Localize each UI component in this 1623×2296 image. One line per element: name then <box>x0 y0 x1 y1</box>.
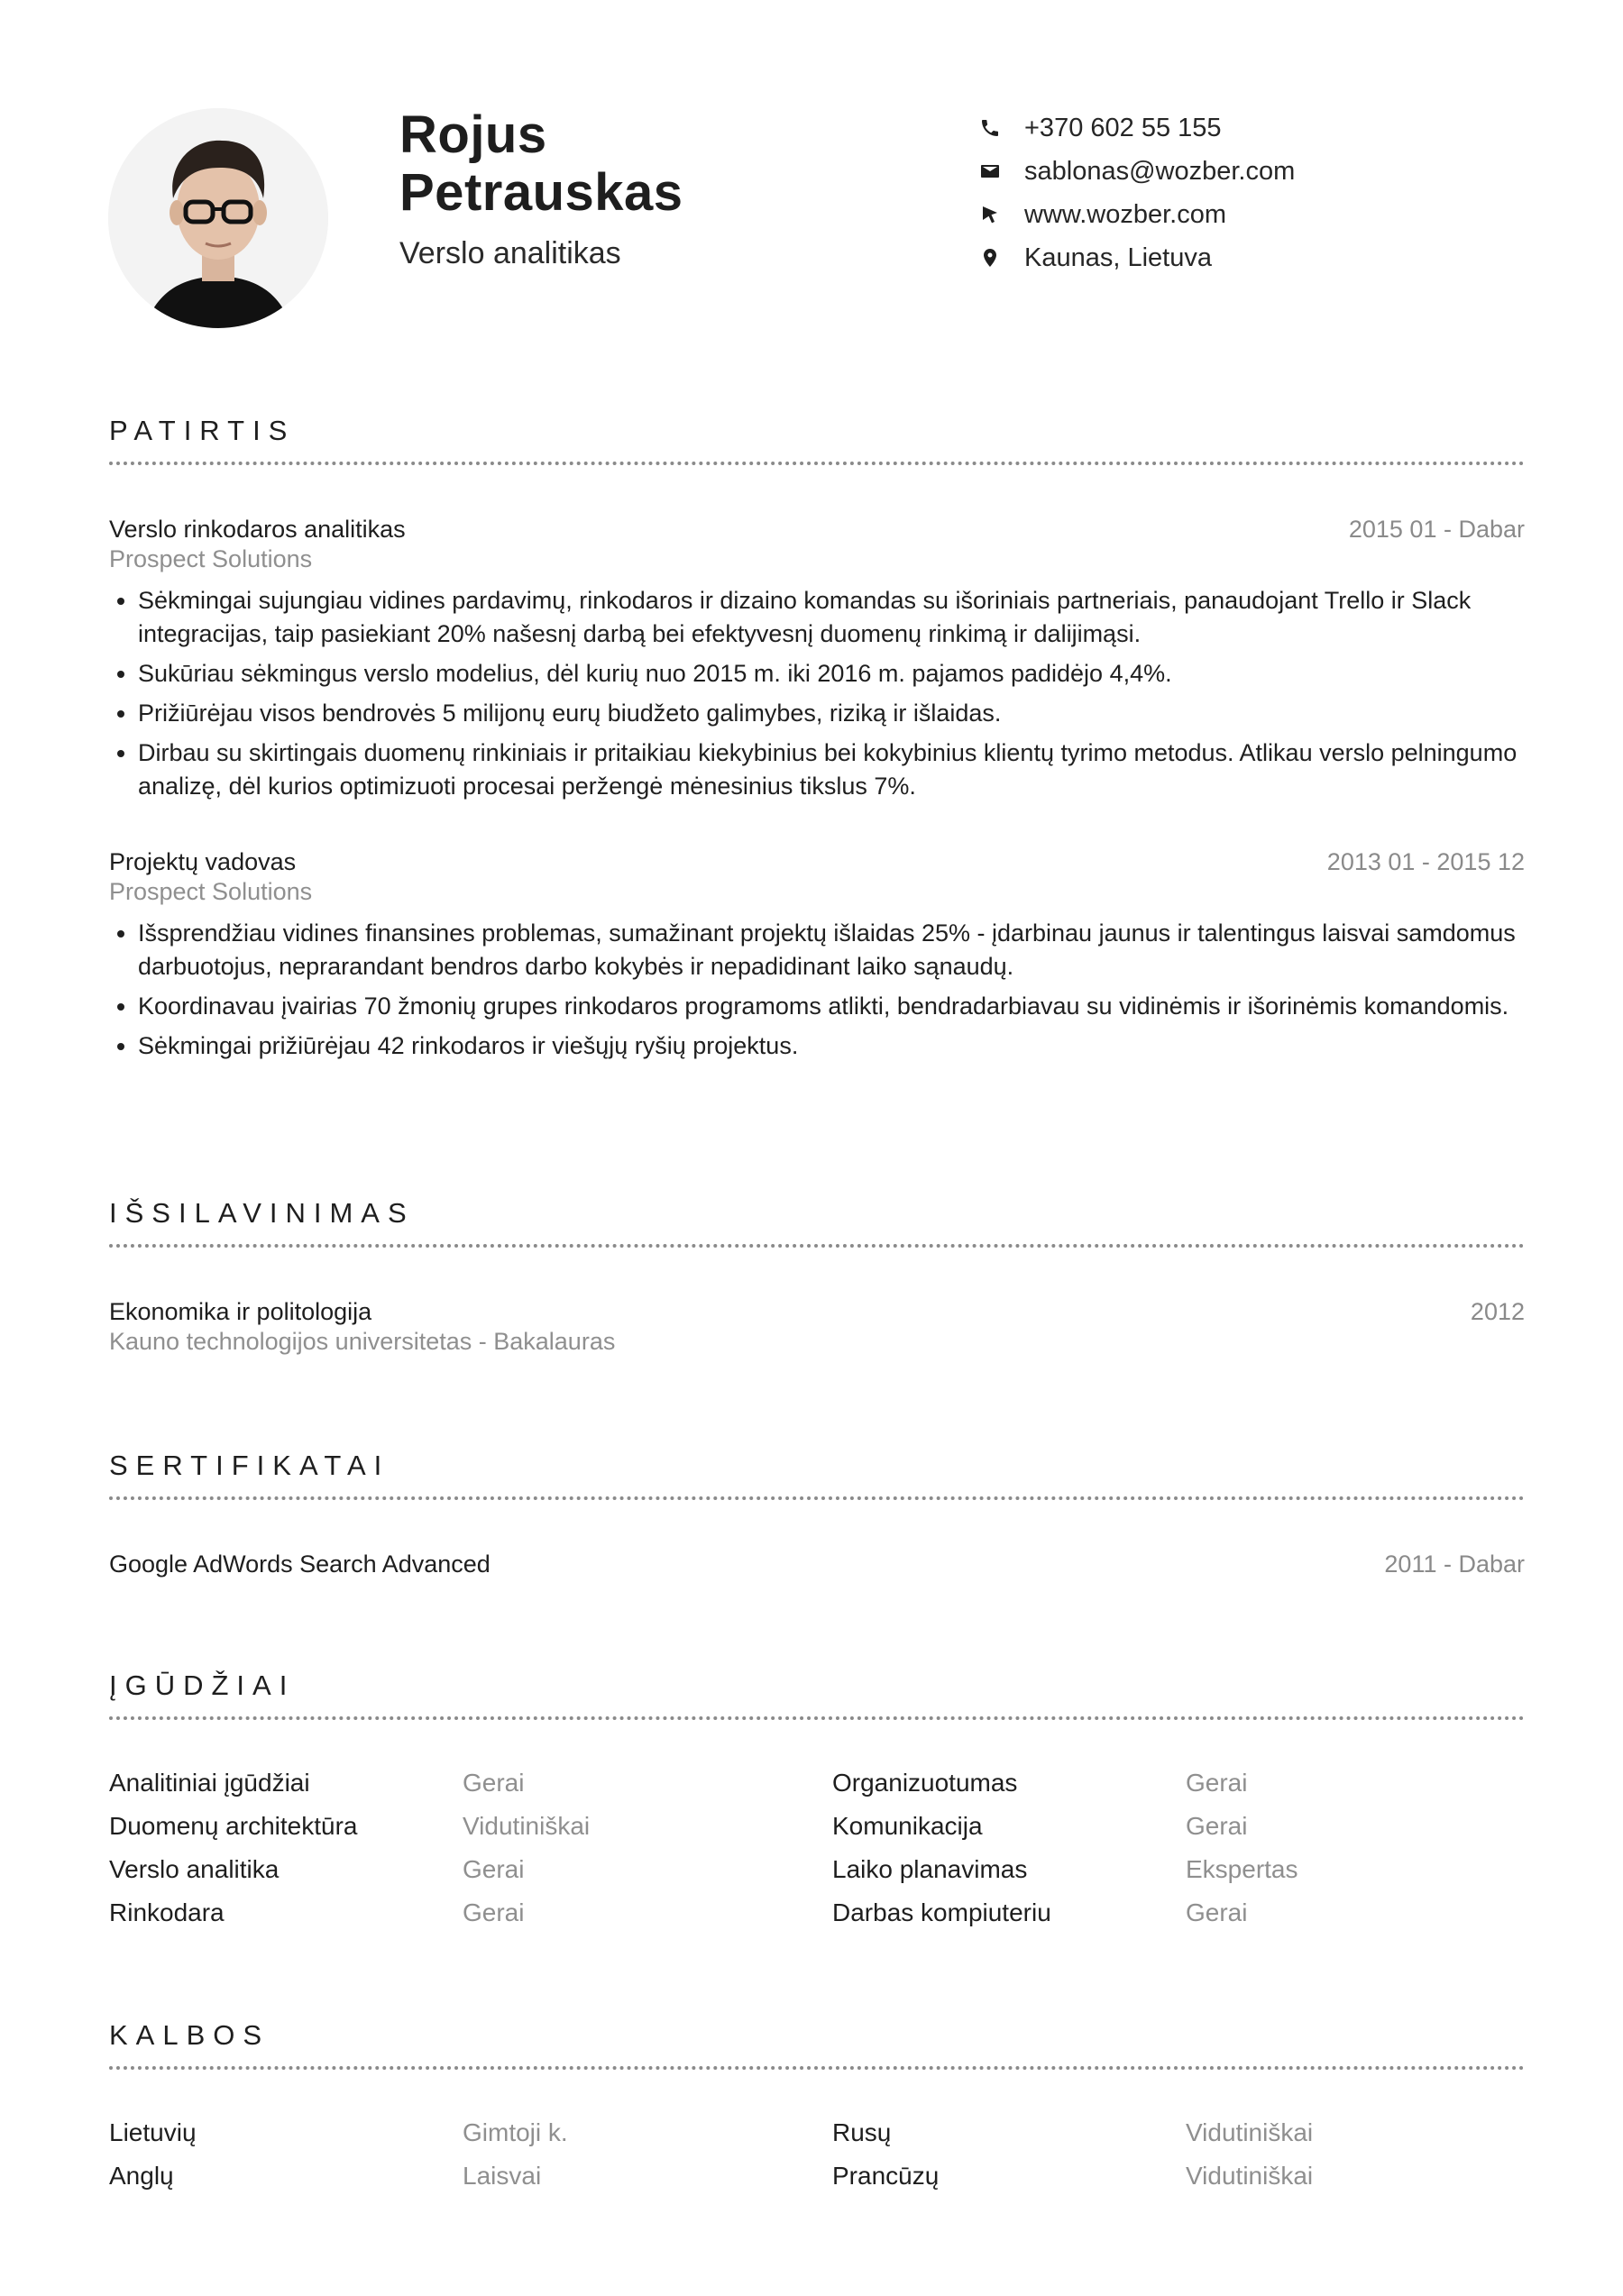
skill-level: Gerai <box>1186 1898 1248 1926</box>
achievement-item: • Sėkmingai sujungiau vidines pardavimų, rinkodaros ir dizaino komandas su išoriniais partneriais, panaudojant Trello ir Slack integracijas, taip pasiekiant 20% našesnį darbą bei efektyvesnį duomenų rinkimą ir dalijimąsi. <box>138 584 1525 651</box>
email-text: sablonas@wozber.com <box>1024 156 1296 186</box>
map-pin-icon <box>977 245 1003 270</box>
language-level: Vidutiniškai <box>1186 2118 1314 2146</box>
section-title: KALBOS <box>109 2019 270 2051</box>
skill-level: Gerai <box>463 1898 525 1926</box>
education-entry <box>109 1298 1525 1356</box>
job-dates: 2013 01 - 2015 12 <box>1326 848 1525 875</box>
certificates-section <box>109 1448 1525 1578</box>
contact-email <box>977 150 1295 193</box>
section-title: PATIRTIS <box>109 415 296 446</box>
envelope-icon <box>977 159 1003 184</box>
achievement-item: • Prižiūrėjau visos bendrovės 5 milijonų eurų biudžeto galimybes, riziką ir išlaidas. <box>138 697 1525 730</box>
achievement-list <box>109 584 1525 803</box>
degree-name: Ekonomika ir politologija <box>109 1298 372 1325</box>
certificate-name: Google AdWords Search Advanced <box>109 1550 491 1578</box>
languages-grid <box>109 2117 1525 2192</box>
job-title: Verslo analitikas <box>399 236 621 270</box>
achievement-item: • Išsprendžiau vidines finansines problemas, sumažinant projektų išlaidas 25% - įdarbinau jaunus ir talentingus laisvai samdomus darbuotojus, neprarandant bendros darbo kokybės ir nepadidinant laiko sąnaudų. <box>138 917 1525 983</box>
skills-grid <box>109 1767 1525 1929</box>
skill-level: Gerai <box>1186 1812 1248 1840</box>
contact-location <box>977 236 1295 279</box>
certificate-entry <box>109 1550 1525 1578</box>
language-name: Anglų <box>109 2162 174 2190</box>
skill-name: Rinkodara <box>109 1898 225 1926</box>
language-level: Laisvai <box>463 2162 542 2190</box>
experience-entry <box>109 848 1525 1063</box>
skill-level: Gerai <box>463 1769 525 1797</box>
contact-list <box>977 106 1295 279</box>
contact-website <box>977 193 1295 236</box>
skill-name: Analitiniai įgūdžiai <box>109 1769 310 1797</box>
skill-name: Laiko planavimas <box>832 1855 1028 1883</box>
skill-level: Vidutiniškai <box>463 1812 591 1840</box>
skill-level: Gerai <box>463 1855 525 1883</box>
company-name: Prospect Solutions <box>109 545 313 572</box>
skill-level: Gerai <box>1186 1769 1248 1797</box>
skill-name: Darbas kompiuteriu <box>832 1898 1051 1926</box>
section-divider <box>109 1716 1525 1720</box>
language-name: Rusų <box>832 2118 892 2146</box>
graduation-year: 2012 <box>1470 1298 1525 1325</box>
phone-text: +370 602 55 155 <box>1024 113 1222 142</box>
section-title: ĮGŪDŽIAI <box>109 1669 296 1701</box>
education-section <box>109 1195 1525 1356</box>
certificate-dates: 2011 - Dabar <box>1384 1550 1525 1578</box>
section-divider <box>109 2066 1525 2070</box>
section-title: SERTIFIKATAI <box>109 1450 390 1481</box>
skill-name: Organizuotumas <box>832 1769 1018 1797</box>
language-name: Lietuvių <box>109 2118 197 2146</box>
phone-icon <box>977 115 1003 141</box>
language-level: Vidutiniškai <box>1186 2162 1314 2190</box>
achievement-list <box>109 917 1525 1063</box>
website-text: www.wozber.com <box>1024 199 1227 229</box>
achievement-item: • Sukūriau sėkmingus verslo modelius, dėl kurių nuo 2015 m. iki 2016 m. pajamos padidėjo 4,4%. <box>138 657 1525 691</box>
contact-phone <box>977 106 1295 150</box>
company-name: Prospect Solutions <box>109 878 313 905</box>
achievement-item: • Koordinavau įvairias 70 žmonių grupes rinkodaros programoms atlikti, bendradarbiavau su vidinėmis ir išorinėmis komandomis. <box>138 990 1525 1023</box>
skill-name: Verslo analitika <box>109 1855 280 1883</box>
job-dates: 2015 01 - Dabar <box>1348 516 1525 543</box>
achievement-item: • Sėkmingai prižiūrėjau 42 rinkodaros ir viešųjų ryšių projektus. <box>138 1029 1525 1063</box>
section-divider <box>109 462 1525 465</box>
location-text: Kaunas, Lietuva <box>1024 242 1212 272</box>
skill-level: Ekspertas <box>1186 1855 1298 1883</box>
language-name: Prancūzų <box>832 2162 940 2190</box>
first-name: Rojus <box>399 105 547 164</box>
experience-section <box>109 413 1525 1069</box>
skill-name: Komunikacija <box>832 1812 983 1840</box>
section-divider <box>109 1244 1525 1248</box>
experience-entry <box>109 516 1525 803</box>
profile-photo <box>108 108 328 328</box>
last-name: Petrauskas <box>399 163 683 222</box>
job-role: Verslo rinkodaros analitikas <box>109 516 406 543</box>
school-name: Kauno technologijos universitetas - Bakalauras <box>109 1328 616 1355</box>
language-level: Gimtoji k. <box>463 2118 568 2146</box>
achievement-item: • Dirbau su skirtingais duomenų rinkiniais ir pritaikiau kiekybinius bei kokybinius klientų tyrimo metodus. Atlikau verslo pelningumo analizę, dėl kurios optimizuoti procesai peržengė mėnesinius tikslus 7%. <box>138 736 1525 803</box>
candidate-name <box>399 106 683 222</box>
skill-name: Duomenų architektūra <box>109 1812 358 1840</box>
cursor-icon <box>977 202 1003 227</box>
languages-section <box>109 2017 1525 2192</box>
section-divider <box>109 1496 1525 1500</box>
job-role: Projektų vadovas <box>109 848 297 875</box>
skills-section <box>109 1668 1525 1929</box>
section-title: IŠSILAVINIMAS <box>109 1197 415 1229</box>
